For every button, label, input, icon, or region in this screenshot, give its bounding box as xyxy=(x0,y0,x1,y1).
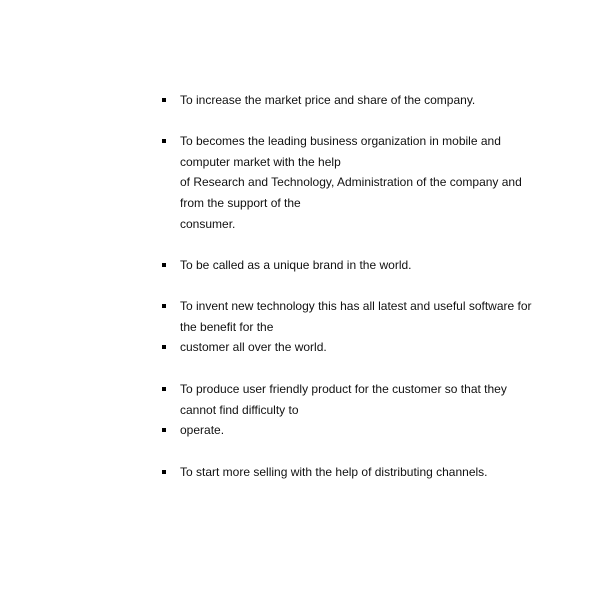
bullet-line xyxy=(162,255,552,276)
bullet-text: operate. xyxy=(180,423,225,438)
bullet-item-market-price xyxy=(162,90,552,111)
bullet-square-icon xyxy=(162,345,166,349)
bullet-square-icon xyxy=(162,428,166,432)
bullet-line xyxy=(162,462,552,483)
bullet-item-new-technology xyxy=(162,296,552,358)
bullet-square-icon xyxy=(162,387,166,391)
bullet-item-unique-brand xyxy=(162,255,552,276)
bullet-continuation-line xyxy=(162,172,552,193)
bullet-square-icon xyxy=(162,263,166,267)
bullet-text: computer market with the help xyxy=(180,154,341,169)
bullet-continuation-line xyxy=(162,193,552,214)
bullet-text: To becomes the leading business organization in mobile and xyxy=(180,134,501,148)
bullet-square-icon xyxy=(162,98,166,102)
bullet-text: the benefit for the xyxy=(180,319,274,334)
bullet-square-icon xyxy=(162,304,166,308)
bullet-continuation-line xyxy=(162,317,552,338)
bullet-continuation-line xyxy=(162,214,552,235)
bullet-text: of Research and Technology, Administration of the company and xyxy=(180,175,522,190)
bullet-text: cannot find difficulty to xyxy=(180,402,299,417)
bullet-continuation-line xyxy=(162,400,552,421)
bullet-continuation-line xyxy=(162,152,552,173)
bullet-text: To start more selling with the help of distributing channels. xyxy=(180,465,488,479)
bullet-text: consumer. xyxy=(180,216,236,231)
bullet-line xyxy=(162,337,552,358)
bullet-line xyxy=(162,131,552,152)
bullet-text: customer all over the world. xyxy=(180,340,327,355)
bullet-text: To invent new technology this has all latest and useful software for xyxy=(180,299,532,313)
bullet-text: To produce user friendly product for the customer so that they xyxy=(180,382,507,396)
bullet-square-icon xyxy=(162,139,166,143)
bullet-item-leading-organization xyxy=(162,131,552,235)
bullet-line xyxy=(162,296,552,317)
bullet-item-user-friendly-product xyxy=(162,379,552,441)
bullet-line xyxy=(162,379,552,400)
bullet-text: To be called as a unique brand in the world. xyxy=(180,258,412,272)
bullet-line xyxy=(162,420,552,441)
bullet-text: from the support of the xyxy=(180,196,301,211)
bullet-text: To increase the market price and share of the company. xyxy=(180,93,476,107)
bullet-line xyxy=(162,90,552,111)
bullet-square-icon xyxy=(162,470,166,474)
bullet-item-distributing-channels xyxy=(162,462,552,483)
